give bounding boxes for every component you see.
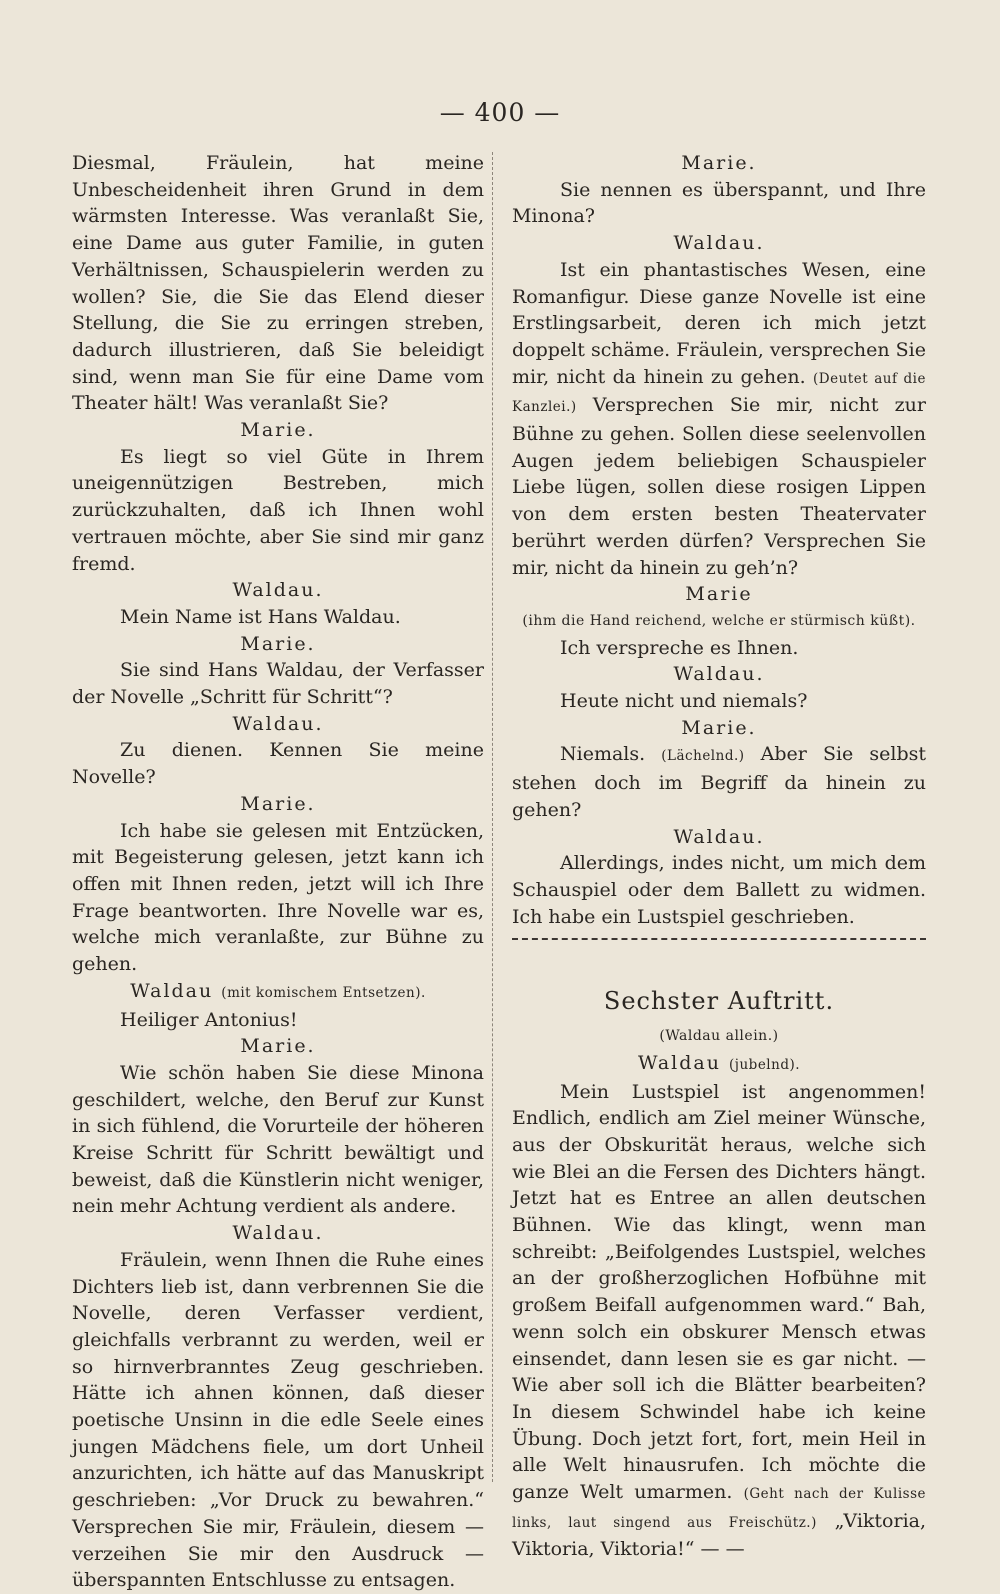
dialogue-text: Aber Sie selbst stehen doch im Begriff da hinein zu gehen? — [512, 743, 927, 821]
speaker-label: Waldau. — [673, 232, 765, 255]
column-divider — [492, 152, 493, 1482]
dialogue-text: Mein Lustspiel ist angenommen! Endlich, endlich am Ziel meiner Wünsche, aus der Obskurität heraus, welche sich wie Blei an die Fersen des Dichters hängt. Jetzt hat es Entree an allen deutschen Bühnen. Wie das klingt, wenn man schreibt: „Beifolgendes Lustspiel, welches an der großherzoglichen Hofbühne mit großem Beifall aufgenommen ward.“ Bah, wenn solch ein obskurer Mensch etwas einsendet, dann lesen sie es gar nicht. — Wie aber soll ich die Blätter bearbeiten? In diesem Schwindel habe ich keine Übung. Doch jetzt fort, fort, mein Heil in alle Welt hinausrufen. Ich möchte die ganze Welt umarmen. — [512, 1080, 926, 1504]
dialogue-paragraph — [512, 741, 926, 823]
dialogue-paragraph: Heute nicht und niemals? — [560, 690, 808, 713]
stage-direction: (ihm die Hand reichend, welche er stürmisch küßt). — [522, 612, 916, 629]
speaker-label: Waldau. — [232, 1222, 324, 1245]
speaker-name: Waldau — [130, 979, 214, 1002]
stage-direction: (Waldau allein.) — [659, 1028, 779, 1045]
dialogue-paragraph: Ich verspreche es Ihnen. — [560, 636, 799, 659]
section-rule — [512, 938, 926, 940]
stage-direction: (mit komischem Entsetzen). — [221, 984, 426, 1001]
dialogue-text: Niemals. — [560, 743, 646, 766]
page-number: — 400 — — [439, 98, 561, 127]
scene-title: Sechster Auftritt. — [603, 987, 835, 1016]
dialogue-paragraph — [512, 257, 926, 581]
left-column — [72, 150, 484, 1594]
speaker-label: Waldau. — [673, 825, 765, 848]
speaker-label: Marie. — [681, 716, 757, 739]
dialogue-text: „Viktoria, Viktoria, Viktoria!“ — — — [512, 1509, 927, 1561]
right-column — [512, 150, 926, 1563]
speaker-label: Marie. — [240, 792, 316, 815]
speaker-label: Marie. — [240, 419, 316, 442]
speaker-label: Marie. — [240, 1035, 316, 1058]
dialogue-paragraph: Es liegt so viel Güte in Ihrem uneigennützigen Bestreben, mich zurückzuhalten, daß ich Ihnen wohl vertrauen möchte, aber Sie sind mir ganz fremd. — [72, 445, 484, 575]
dialogue-paragraph — [512, 1079, 926, 1564]
speaker-label: Marie. — [240, 632, 316, 655]
speaker-label — [72, 978, 484, 1007]
dialogue-paragraph: Fräulein, wenn Ihnen die Ruhe eines Dichters lieb ist, dann verbrennen Sie die Novelle, deren Verfasser verdient, gleichfalls verbrannt zu werden, weil er so hirnverbranntes Zeug geschrieben. Hätte ich ahnen können, daß dieser poetische Unsinn in die edle Seele eines jungen Mädchens fiele, um dort Unheil anzurichten, ich hätte auf das Manuskript geschrieben: „Vor Druck zu bewahren.“ Versprechen Sie mir, Fräulein, diesem — verzeihen Sie mir den Ausdruck — überspannten Entschlusse zu entsagen. — [72, 1248, 484, 1592]
dialogue-paragraph: Heiliger Antonius! — [120, 1008, 298, 1031]
dialogue-paragraph: Ich habe sie gelesen mit Entzücken, mit Begeisterung gelesen, jetzt kann ich offen mit Ihnen reden, jetzt will ich Ihre Frage beantworten. Ihre Novelle war es, welche mich veranlaßte, zur Bühne zu gehen. — [72, 819, 484, 976]
stage-direction: (Lächelnd.) — [661, 748, 745, 765]
dialogue-text: Ist ein phantastisches Wesen, eine Romanfigur. Diese ganze Novelle ist eine Erstlingsarbeit, deren ich mich jetzt doppelt schäme. Fräulein, versprechen Sie mir, nicht da hinein zu gehen. — [512, 258, 926, 388]
speaker-label: Waldau. — [232, 579, 324, 602]
stage-direction: (Geht nach der Kulisse links, laut singend aus Freischütz.) — [512, 1486, 926, 1531]
dialogue-paragraph: Allerdings, indes nicht, um mich dem Schauspiel oder dem Ballett zu widmen. Ich habe ein Lustspiel geschrieben. — [512, 852, 926, 928]
dialogue-paragraph: Sie sind Hans Waldau, der Verfasser der Novelle „Schritt für Schritt“? — [72, 659, 484, 709]
speaker-name: Waldau — [637, 1051, 721, 1074]
dialogue-paragraph: Zu dienen. Kennen Sie meine Novelle? — [72, 739, 484, 789]
speaker-label: Waldau. — [673, 663, 765, 686]
stage-direction: (jubelnd). — [729, 1056, 801, 1073]
dialogue-paragraph: Sie nennen es überspannt, und Ihre Minona? — [512, 178, 926, 228]
speaker-label — [512, 1050, 926, 1079]
dialogue-paragraph: Wie schön haben Sie diese Minona geschildert, welche, den Beruf zur Kunst in sich fühlend, die Vorurteile der höheren Kreise Schritt für Schritt bewältigt und beweist, daß die Künstlerin nicht weniger, nein mehr Achtung verdient als andere. — [72, 1061, 484, 1218]
dialogue-text: Versprechen Sie mir, nicht zur Bühne zu gehen. Sollen diese seelenvollen Augen jedem beliebigen Schauspieler Liebe lügen, sollen diese rosigen Lippen von dem ersten besten Theatervater berührt werden dürfen? Versprechen Sie mir, nicht da hinein zu geh’n? — [512, 394, 926, 579]
dialogue-paragraph: Diesmal, Fräulein, hat meine Unbescheidenheit ihren Grund in dem wärmsten Interesse. Was veranlaßt Sie, eine Dame aus guter Familie, in guten Verhältnissen, Schauspielerin werden zu wollen? Sie, die Sie das Elend dieser Stellung, die Sie zu erringen streben, dadurch illustrieren, daß Sie beleidigt sind, wenn man Sie für eine Dame vom Theater hält! Was veranlaßt Sie? — [72, 152, 484, 415]
stage-direction: (Deutet auf die Kanzlei.) — [512, 370, 926, 416]
dialogue-paragraph: Mein Name ist Hans Waldau. — [120, 605, 401, 628]
speaker-label: Marie. — [681, 152, 757, 174]
speaker-label: Waldau. — [232, 712, 324, 735]
speaker-label: Marie — [685, 583, 753, 606]
